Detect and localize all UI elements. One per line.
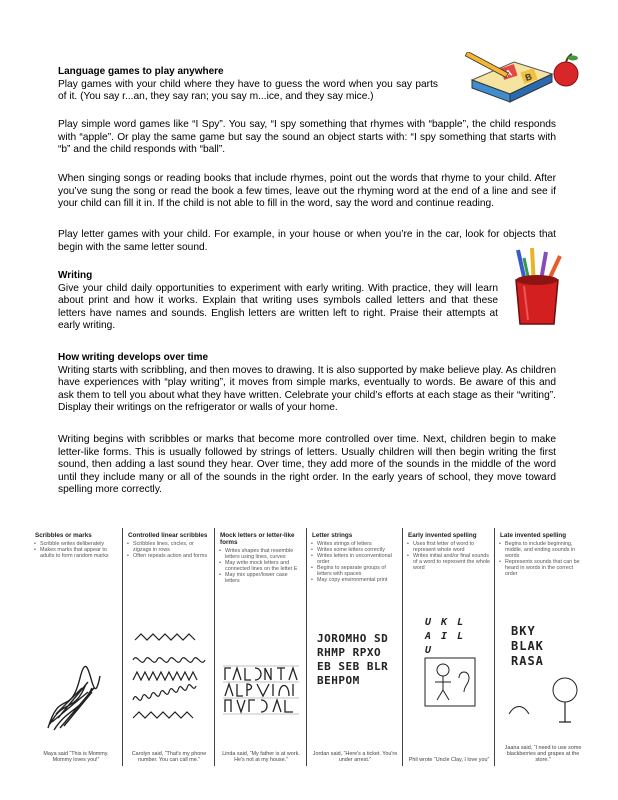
paragraph-writing: Give your child daily opportunities to experiment with early writing. With practice, they will learn about print and how it works. Explain that writing uses symbols called letters and that these letters have names and sounds. English letters are written left to right. Praise their attempts at early writing. — [58, 282, 498, 332]
stage-bullet: • Scribble writes deliberately — [40, 541, 118, 547]
stage-panel-late-invented — [494, 528, 591, 766]
stage-bullet: • Writes initial and/or final sounds of a word to represent the whole word — [413, 553, 491, 571]
early-spelling-sample: U K L A I L U — [425, 617, 466, 656]
develops-heading: How writing develops over time — [58, 352, 209, 363]
paragraph-stages-text: Writing begins with scribbles or marks that become more controlled over time. Next, children begin to make letter-like forms. This is usually followed by strings of letters. Usually children will then begin writing the first sound, then adding a last sound they hear. Over time, they add more of the sounds in the middle of the word until they include many or all of the sounds in the right order. In the early years of school, they move toward spelling more correctly. — [58, 434, 556, 496]
stage-panel-early-invented — [402, 528, 495, 766]
late-spelling-sample: BKY BLAK RASA — [511, 624, 544, 668]
develops-section — [58, 352, 556, 415]
stage-caption: Maya said “This is Mommy. Mommy loves you!” — [43, 751, 109, 763]
stage-bullet: • Writes strings of letters — [317, 541, 399, 547]
paragraph-rhymes — [58, 173, 556, 211]
stage-bullet: • Represents sounds that can be heard in words in the correct order — [505, 559, 587, 577]
stage-bullet: • May copy environmental print — [317, 577, 399, 583]
tree-drawing — [495, 674, 591, 724]
stage-title: Early invented spelling — [408, 532, 477, 539]
scribble-drawing — [30, 648, 122, 738]
stage-caption: Jordan said, “Here's a ticket. You're under arrest.” — [312, 751, 398, 763]
mock-letters-drawing — [215, 652, 307, 732]
paragraph-guessing-games: Play games with your child where they have to guess the word when you say parts of it. (You say r...an, they say ran; you say m...ice, and they say mice.) — [58, 78, 438, 103]
stage-title: Letter strings — [312, 532, 353, 539]
stage-bullet: • Often repeats action and forms — [133, 553, 211, 559]
paragraph-letter-games-text: Play letter games with your child. For example, in your house or when you’re in the car, look for objects that begin with the same letter sound. — [58, 229, 556, 253]
stage-caption: Phil wrote “Uncle Clay, I love you” — [408, 757, 490, 763]
stage-bullet: • Writes shapes that resemble letters using lines, curves — [225, 548, 303, 560]
stage-bullet: • May write mock letters and connected lines on the letter E — [225, 560, 303, 572]
stage-bullet: • Begins to separate groups of letters with spaces — [317, 565, 399, 577]
writing-heading: Writing — [58, 270, 93, 281]
stage-caption: Jaana said, “I need to use some blackberries and grapes at the store.” — [504, 745, 582, 763]
stage-bullet: • Begins to include beginning, middle, and ending sounds in words — [505, 541, 587, 559]
paragraph-i-spy-text: Play simple word games like “I Spy”. You say, “I spy something that rhymes with “bapple”, the child responds with “apple”. Or play the same game but say the sound an object starts with: “I spy something that starts with “b” and the child responds with “ball”. — [58, 119, 556, 156]
writing-section — [58, 270, 498, 333]
stage-panel-linear-scribbles — [122, 528, 215, 766]
stage-title: Scribbles or marks — [35, 532, 92, 539]
language-section — [58, 66, 556, 104]
stage-bullet: • Writes some letters correctly — [317, 547, 399, 553]
pencil-cup-icon — [506, 246, 570, 328]
stage-bullet: • Uses first letter of word to represent whole word — [413, 541, 491, 553]
stage-panel-letter-strings — [306, 528, 403, 766]
letter-strings-sample: JOROMHO SDRHMP RPXO EB SEB BLR BEHPOM — [317, 632, 389, 687]
language-heading: Language games to play anywhere — [58, 66, 224, 77]
stage-caption: Linda said, “My father is at work. He's not at my house.” — [222, 751, 300, 763]
paragraph-rhymes-text: When singing songs or reading books that include rhymes, point out the words that rhyme to your child. After you’ve sung the song or read the book a few times, leave out the rhyming word at the end of a line and see if your child can fill it in. If the child is not able to fill in the word, say the word and continue reading. — [58, 173, 556, 210]
stage-bullet: • Scribbles lines, circles, or zigzags in rows — [133, 541, 211, 553]
paragraph-letter-games — [58, 229, 556, 254]
stage-title: Mock letters or letter-like forms — [220, 532, 295, 546]
stage-bullet: • Makes marks that appear to adults to form random marks — [40, 547, 118, 559]
paragraph-stages — [58, 434, 556, 497]
paragraph-i-spy — [58, 119, 556, 157]
stage-panel-mock-letters — [214, 528, 307, 766]
stage-title: Controlled linear scribbles — [128, 532, 208, 539]
stage-bullet: • May mix upper/lower case letters — [225, 572, 303, 584]
linear-scribble-drawing — [123, 626, 215, 726]
stage-bullet: • Writes letters in unconventional order — [317, 553, 399, 565]
stage-title: Late invented spelling — [500, 532, 567, 539]
paragraph-develops: Writing starts with scribbling, and then moves to drawing. It is also supported by make believe play. As children have experiences with “play writing”, it moves from simple marks, eventually to words. Be aware of this and ask them to tell you about what they have written. Celebrate your child’s efforts at each stage as their “writing”. Display their writings on the refrigerator or walls of your home. — [58, 364, 556, 414]
stage-caption: Carolyn said, “That's my phone number. You can call me.” — [131, 751, 207, 763]
book-letter-b: B — [523, 71, 534, 83]
stage-panel-scribbles — [30, 528, 122, 766]
stick-figure-drawing — [403, 652, 495, 718]
writing-stages-chart — [30, 528, 590, 766]
